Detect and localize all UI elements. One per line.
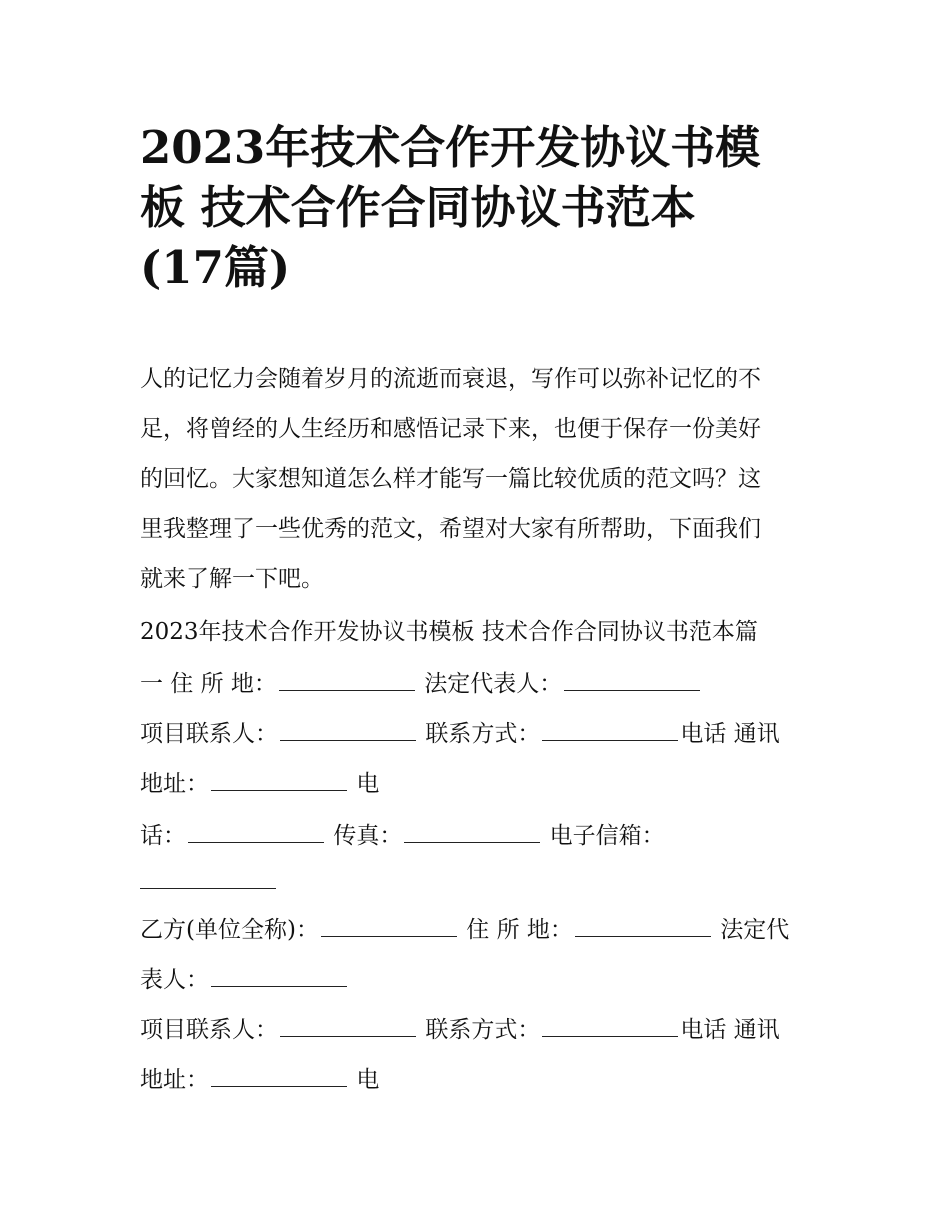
party-a-email-row — [140, 866, 278, 896]
fill-blank[interactable] — [404, 820, 540, 843]
title-line-2: 板 技术合作合同协议书范本 — [140, 181, 696, 234]
party-a-mail-address-row — [140, 768, 379, 798]
contact-method-label: 联系方式： — [425, 721, 541, 747]
phone-label-end: 话： — [140, 823, 186, 849]
contact-person-label: 项目联系人： — [140, 721, 278, 747]
party-a-address-row — [140, 668, 702, 698]
title-line-3: (17篇) — [140, 241, 291, 294]
title-line-1: 2023年技术合作开发协议书模 — [140, 121, 761, 174]
email-label: 电子信箱： — [549, 823, 665, 849]
fill-blank[interactable] — [564, 668, 700, 691]
intro-line: 的回忆。大家想知道怎么样才能写一篇比较优质的范文吗？这 — [140, 466, 761, 492]
fill-blank[interactable] — [279, 668, 415, 691]
address-label: 一 住 所 地： — [140, 671, 277, 697]
legal-rep-label-start: 法定代 — [720, 917, 790, 943]
intro-line: 就来了解一下吧。 — [140, 566, 324, 592]
legal-rep-label: 法定代表人： — [424, 671, 563, 697]
phone-label-start: 电 — [356, 1067, 380, 1093]
phone-label-start: 电 — [356, 771, 380, 797]
fill-blank[interactable] — [542, 718, 678, 741]
party-b-mail-address-row — [140, 1064, 379, 1094]
fill-blank[interactable] — [321, 914, 457, 937]
party-a-phone-row — [140, 820, 665, 850]
intro-line: 足，将曾经的人生经历和感悟记录下来，也便于保存一份美好 — [140, 416, 761, 442]
section-heading: 2023年技术合作开发协议书模板 技术合作合同协议书范本篇 — [140, 619, 758, 645]
intro-line: 人的记忆力会随着岁月的流逝而衰退，写作可以弥补记忆的不 — [140, 366, 761, 392]
contact-person-label: 项目联系人： — [140, 1017, 278, 1043]
fax-label: 传真： — [333, 823, 403, 849]
fill-blank[interactable] — [188, 820, 324, 843]
fill-blank[interactable] — [140, 866, 276, 889]
fill-blank[interactable] — [211, 1064, 347, 1087]
fill-blank[interactable] — [280, 1014, 416, 1037]
party-b-legal-rep-row — [140, 964, 349, 994]
fill-blank[interactable] — [575, 914, 711, 937]
party-b-contact-row — [140, 1014, 780, 1044]
address-label: 住 所 地： — [466, 917, 573, 943]
fill-blank[interactable] — [211, 964, 347, 987]
phone-mail-label: 电话 通讯 — [680, 721, 780, 747]
fill-blank[interactable] — [211, 768, 347, 791]
address-label: 地址： — [140, 771, 209, 797]
contact-method-label: 联系方式： — [425, 1017, 541, 1043]
document-title — [140, 118, 820, 298]
phone-mail-label: 电话 通讯 — [680, 1017, 780, 1043]
fill-blank[interactable] — [542, 1014, 678, 1037]
party-b-name-row — [140, 914, 789, 944]
intro-line: 里我整理了一些优秀的范文，希望对大家有所帮助，下面我们 — [140, 516, 761, 542]
party-b-label: 乙方(单位全称)： — [140, 917, 319, 943]
party-a-contact-row — [140, 718, 780, 748]
fill-blank[interactable] — [280, 718, 416, 741]
legal-rep-label-end: 表人： — [140, 967, 209, 993]
address-label: 地址： — [140, 1067, 209, 1093]
